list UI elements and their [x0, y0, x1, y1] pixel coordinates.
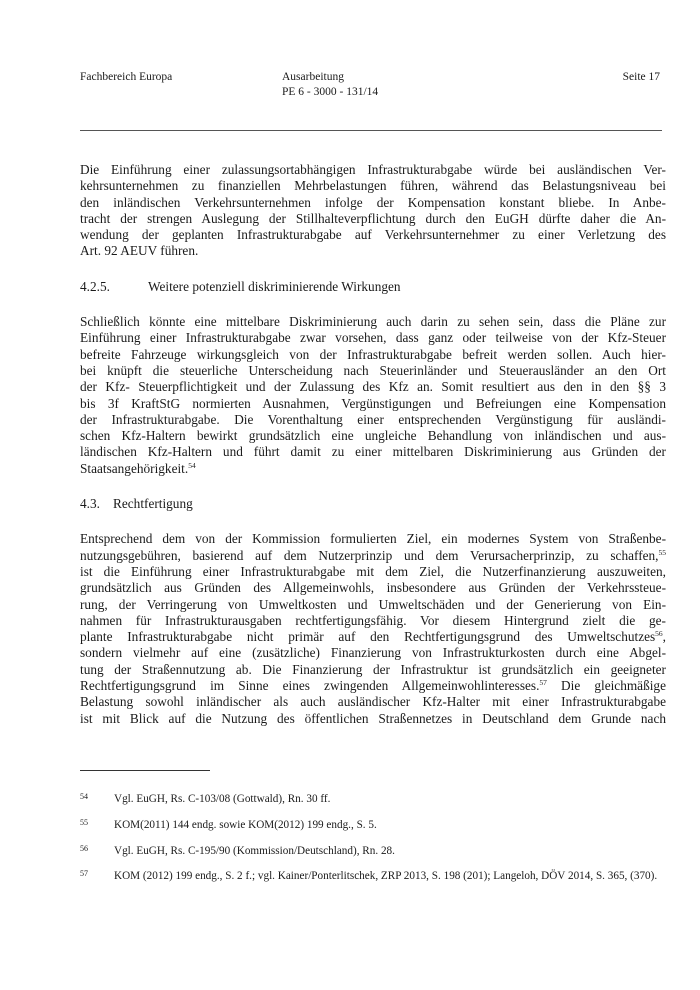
footnote-ref: 54	[188, 460, 196, 470]
footnote-text: KOM (2012) 199 endg., S. 2 f.; vgl. Kainer/Ponterlitschek, ZRP 2013, S. 198 (201); Langeloh, DÖV 2014, S. 365, (370).	[114, 870, 658, 882]
footnote-text: KOM(2011) 144 endg. sowie KOM(2012) 199 endg., S. 5.	[114, 819, 377, 831]
text-line: Belastung sowohl inländischer als auch ausländischer Kfz-Halter mit einer Infrastrukturabgabe	[80, 694, 666, 710]
text-line: rung, der Verringerung von Umweltkosten und Umweltschäden und der Generierung von Ein-	[80, 596, 666, 612]
footnote-text: Vgl. EuGH, Rs. C-195/90 (Kommission/Deutschland), Rn. 28.	[114, 845, 395, 857]
text-line: Art. 92 AEUV führen.	[80, 243, 199, 259]
footnote-55	[80, 818, 666, 832]
text-line: wendung der geplanten Infrastrukturabgabe auf Verkehrsunternehmer zu einer Verletzung des	[80, 227, 666, 243]
header-doc-number: PE 6 - 3000 - 131/14	[282, 86, 379, 98]
text-line: grundsätzlich aus Gründen des Allgemeinwohls, insbesondere aus Gründen der Verkehrssteue-	[80, 580, 666, 596]
text-line: Einführung einer Infrastrukturabgabe zwar vorsehen, dass ganz oder teilweise von der Kfz-Steuer	[80, 330, 666, 346]
footnote-57	[80, 869, 666, 883]
text-line	[80, 629, 666, 645]
footnote-number: 55	[80, 818, 88, 827]
text-line: sondern vielmehr auf eine (zusätzliche) Finanzierung von Infrastrukturkosten durch eine Abgel-	[80, 645, 666, 661]
text-fragment: plante Infrastrukturabgabe nicht primär auf den Rechtfertigungsgrund des Umweltschutzes	[80, 629, 656, 645]
footnote-56	[80, 844, 666, 858]
section-title: Rechtfertigung	[113, 496, 193, 512]
text-line	[80, 461, 666, 477]
text-fragment: ,	[662, 629, 666, 645]
text-line: ist die Einführung einer Infrastrukturabgabe mit dem Ziel, die Nutzerfinanzierung auszuweiten,	[80, 563, 666, 579]
header-department: Fachbereich Europa	[80, 71, 173, 83]
text-line: kehrsunternehmen zu finanziellen Mehrbelastungen führen, während das Belastungsniveau bei	[80, 178, 666, 194]
text-line	[80, 678, 666, 694]
text-line	[80, 548, 666, 564]
footnote-divider	[80, 770, 210, 771]
footnote-text: Vgl. EuGH, Rs. C-103/08 (Gottwald), Rn. 30 ff.	[114, 793, 331, 805]
text-line: ländischen Kfz-Haltern und führt damit zu einer mittelbaren Diskriminierung aus Gründen der	[80, 444, 666, 460]
paragraph-justification	[80, 531, 666, 727]
footnote-number: 54	[80, 792, 88, 801]
text-line: der Infrastrukturabgabe. Die Vorenthaltung einer entsprechenden Vergünstigung für ausländi-	[80, 411, 666, 427]
text-line: Schließlich könnte eine mittelbare Diskriminierung auch darin zu sehen sein, dass die Pläne zur	[80, 314, 666, 330]
header-divider	[80, 130, 662, 131]
footnote-number: 56	[80, 844, 88, 853]
text-line: ist mit Blick auf die Nutzung des öffentlichen Straßennetzes in Deutschland dem Grunde nach	[80, 710, 666, 726]
text-line: bis 3f KraftStG normierten Ausnahmen, Vergünstigungen und Befreiungen eine Kompensation	[80, 395, 666, 411]
header-doc-type: Ausarbeitung	[282, 71, 344, 83]
footnote-ref: 57	[539, 678, 547, 688]
footnote-number: 57	[80, 869, 88, 878]
page-body	[80, 162, 666, 727]
header-document-info	[282, 70, 378, 100]
text-line: befreite Fahrzeuge wirkungsgleich von der Infrastrukturabgabe befreit werden sollen. Auch hier-	[80, 346, 666, 362]
text-fragment: Staatsangehörigkeit.	[80, 460, 189, 476]
text-fragment: Die gleichmäßige	[546, 678, 666, 694]
text-line: Die Einführung einer zulassungsortabhängigen Infrastrukturabgabe würde bei ausländischen Ver-	[80, 162, 666, 177]
footnote-54	[80, 792, 666, 806]
paragraph-discrimination	[80, 314, 666, 477]
text-line: tracht der strengen Auslegung der Stillhalteverpflichtung durch den EuGH dürfte daher die An-	[80, 210, 666, 226]
footnote-ref: 56	[655, 629, 663, 639]
text-line: Entsprechend dem von der Kommission formulierten Ziel, ein modernes System von Straßenbe-	[80, 531, 666, 547]
text-line: bei knüpft die steuerliche Unterscheidung nach Steuerinländer und Steuerausländer an den Ort	[80, 362, 666, 378]
text-line: den inländischen Verkehrsunternehmen infolge der Kompensation konstant bliebe. In Anbe-	[80, 194, 666, 210]
header-page-number: Seite 17	[622, 71, 660, 83]
text-line: der Kfz- Steuerpflichtigkeit und der Zulassung des Kfz an. Somit resultiert aus den in den §§ 3	[80, 379, 666, 395]
text-line: nahmen für Infrastrukturausgaben rechtfertigungsfähig. Vor diesem Hintergrund zielt die ge-	[80, 612, 666, 628]
section-heading-4-2-5	[80, 279, 666, 295]
footnote-ref: 55	[658, 547, 666, 557]
text-fragment: nutzungsgebühren, basierend auf dem Nutzerprinzip und dem Verursacherprinzip, zu schaffen,	[80, 547, 659, 563]
text-fragment: Rechtfertigungsgrund im Sinne eines zwingenden Allgemeinwohlinteresses.	[80, 678, 540, 694]
text-line: schen Kfz-Haltern bewirkt grundsätzlich eine ungleiche Behandlung von inländischen und aus-	[80, 428, 666, 444]
section-number: 4.2.5.	[80, 278, 110, 294]
paragraph-intro	[80, 162, 666, 260]
section-number: 4.3.	[80, 496, 100, 512]
section-heading-4-3	[80, 496, 666, 512]
section-title: Weitere potenziell diskriminierende Wirkungen	[148, 278, 401, 294]
text-line: tung der Straßennutzung ab. Die Finanzierung der Infrastruktur ist grundsätzlich ein geeigneter	[80, 661, 666, 677]
